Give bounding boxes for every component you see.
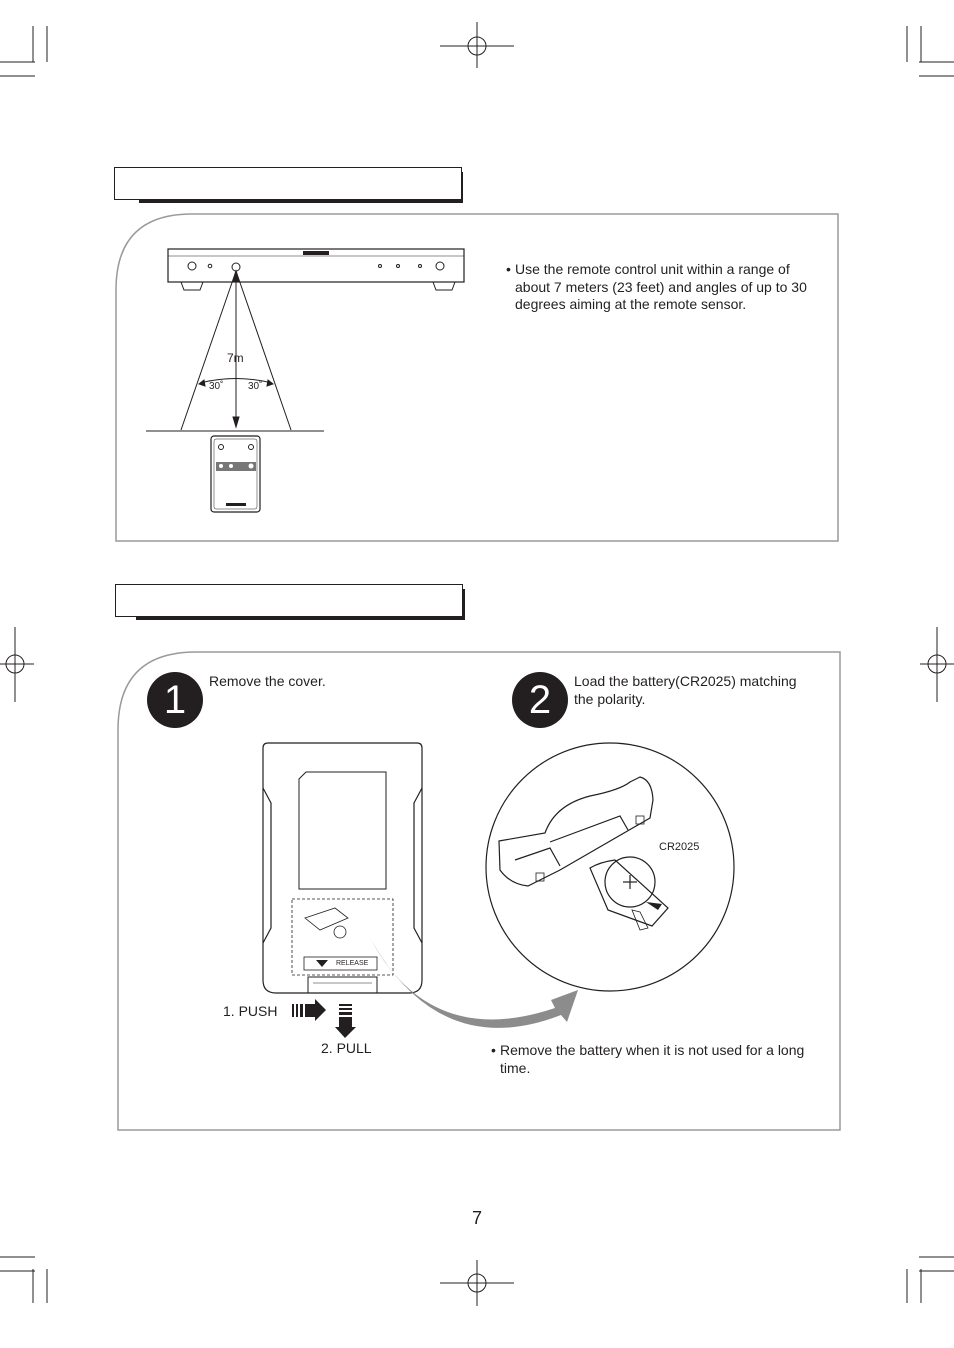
- pull-arrow: [335, 1004, 356, 1038]
- section1-heading: [114, 167, 462, 200]
- step2-number: 2: [512, 672, 568, 728]
- push-arrow: [292, 999, 326, 1021]
- release-label: RELEASE: [336, 960, 369, 967]
- transition-arrow: [370, 938, 578, 1028]
- page-number: 7: [471, 1208, 482, 1228]
- angle-left-label: 30˚: [209, 381, 224, 392]
- push-label: 1. PUSH: [223, 1003, 278, 1019]
- step2-text: Load the battery(CR2025) matching the polarity.: [574, 673, 797, 707]
- section2-bullet: • Remove the battery when it is not used for a long time.: [491, 1042, 805, 1076]
- receiver-unit-drawing: [168, 249, 464, 290]
- section1-bullet-text: Use the remote control unit within a range of about 7 meters (23 feet) and angles of up to 30 degrees aiming at the remote sensor.: [515, 261, 807, 312]
- pull-label: 2. PULL: [321, 1040, 372, 1056]
- angle-right-label: 30˚: [248, 381, 263, 392]
- section1-bullet: • Use the remote control unit within a range of about 7 meters (23 feet) and angles of up to 30 degrees aiming at the remote sensor.: [506, 261, 807, 312]
- section2-heading: [115, 584, 463, 617]
- section2-bullet-text: Remove the battery when it is not used for a long time.: [500, 1042, 805, 1076]
- remote-back-drawing: [263, 743, 422, 993]
- battery-detail-drawing: [486, 743, 734, 991]
- remote-control-drawing: [211, 436, 260, 512]
- step1-number: 1: [147, 672, 203, 728]
- battery-label: CR2025: [659, 841, 700, 853]
- distance-label: 7m: [227, 351, 244, 365]
- step1-text: Remove the cover.: [209, 673, 326, 689]
